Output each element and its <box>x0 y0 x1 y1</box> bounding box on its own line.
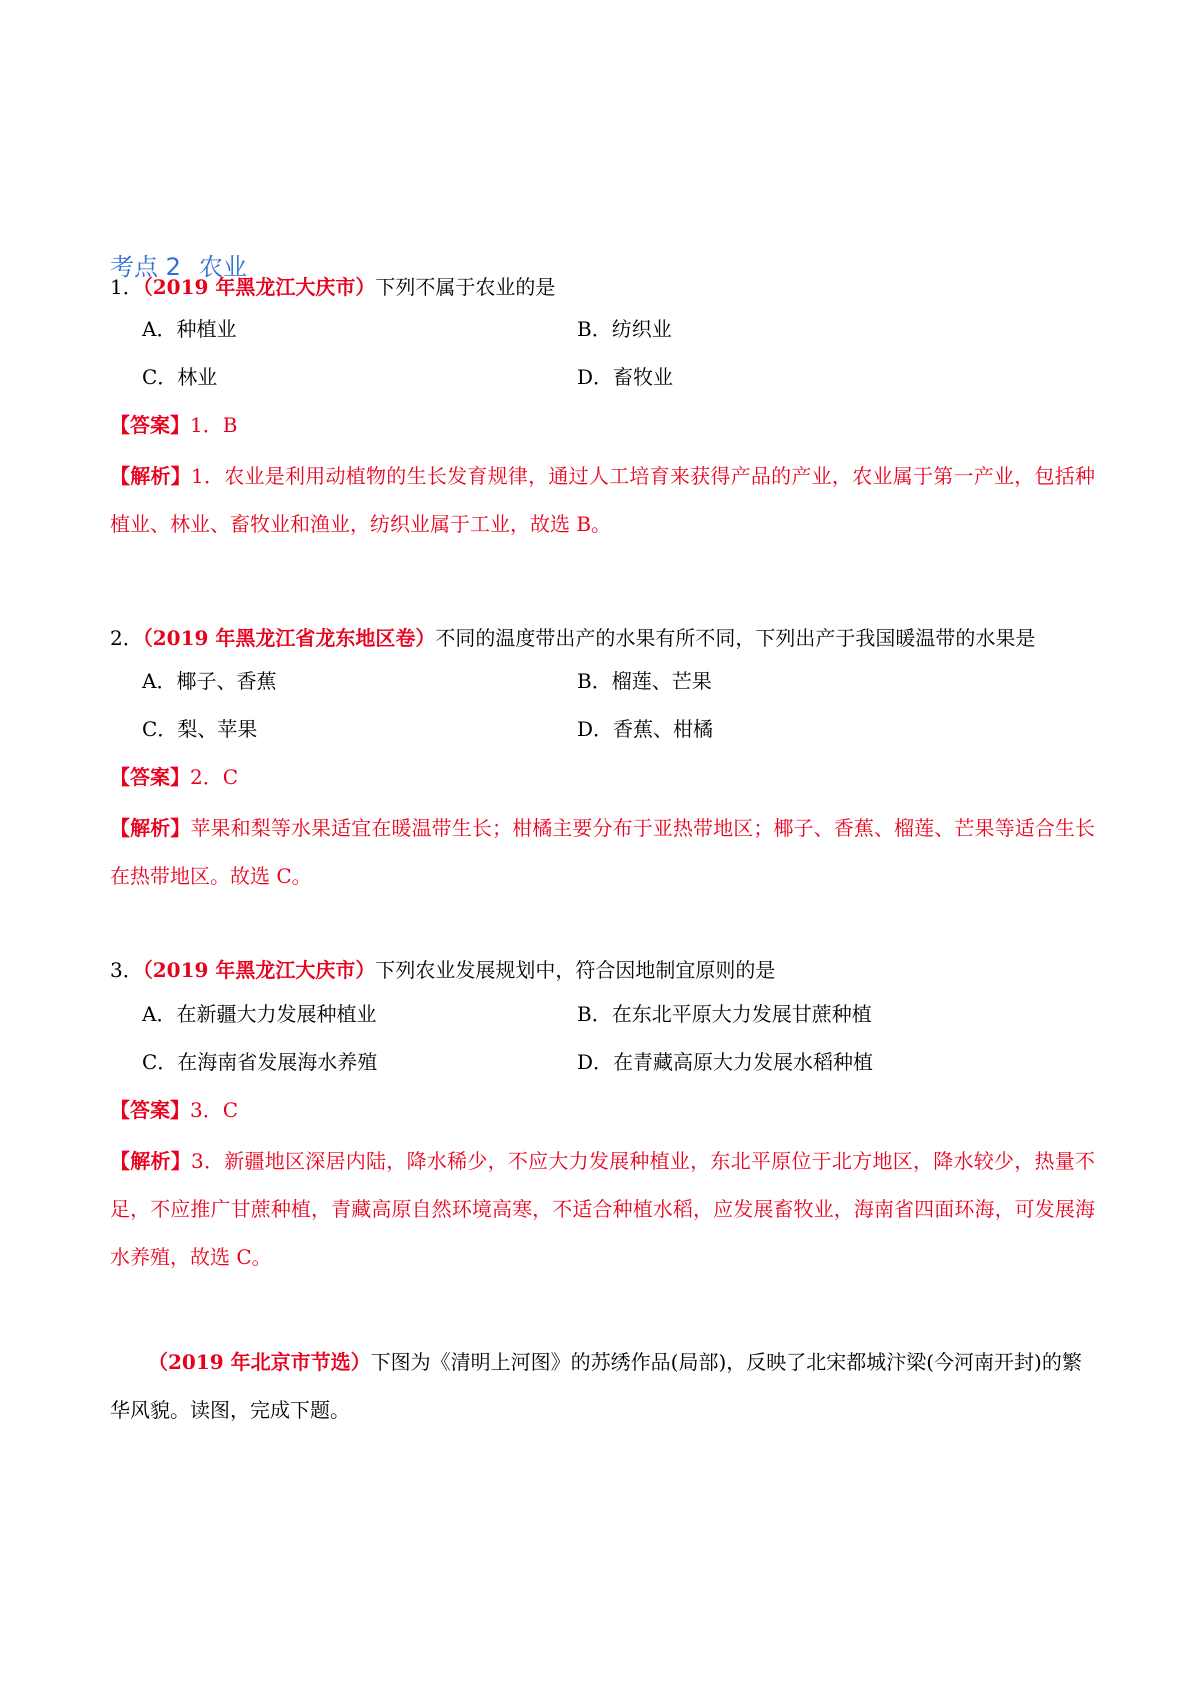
answer-line <box>110 1096 238 1124</box>
section-title: 农业 <box>198 253 247 281</box>
answer-line <box>110 411 237 439</box>
option-a: A．在新疆大力发展种植业 <box>142 1002 377 1026</box>
question-number: 3． <box>110 958 143 982</box>
explanation-tag: 【解析】 <box>110 464 192 488</box>
explanation-text: 3．新疆地区深居内陆，降水稀少，不应大力发展种植业，东北平原位于北方地区，降水较少，热量不足，不应推广甘蔗种植，青藏高原自然环境高寒，不适合种植水稻，应发展畜牧业，海南省四面环海，可发展海水养殖，故选 C。 <box>110 1149 1095 1269</box>
option-d: D．畜牧业 <box>577 365 674 389</box>
answer-text: 2．C <box>190 765 239 789</box>
reading-passage <box>110 1338 1095 1434</box>
option-b: B．在东北平原大力发展甘蔗种植 <box>577 1002 872 1026</box>
answer-tag: 【答案】 <box>110 413 190 437</box>
option-b: B．纺织业 <box>577 317 672 341</box>
explanation <box>110 804 1095 900</box>
explanation-text: 1．农业是利用动植物的生长发育规律，通过人工培育来获得产品的产业，农业属于第一产业，包括种植业、林业、畜牧业和渔业，纺织业属于工业，故选 B。 <box>110 464 1095 536</box>
explanation-tag: 【解析】 <box>110 1149 192 1173</box>
question-2-stem <box>110 624 1035 652</box>
option-c: C．林业 <box>142 365 218 389</box>
option-c: C．梨、苹果 <box>142 717 258 741</box>
explanation <box>110 1137 1095 1281</box>
question-3-stem <box>110 956 775 984</box>
option-a: A．种植业 <box>142 317 237 341</box>
question-1-stem <box>110 273 555 301</box>
explanation-tag: 【解析】 <box>110 816 191 840</box>
question-text: 不同的温度带出产的水果有所不同，下列出产于我国暖温带的水果是 <box>435 626 1036 650</box>
option-d: D．香蕉、柑橘 <box>577 717 714 741</box>
question-text: 下列农业发展规划中，符合因地制宜原则的是 <box>375 958 776 982</box>
question-source: （2019 年黑龙江省龙东地区卷） <box>142 626 436 650</box>
explanation-text: 苹果和梨等水果适宜在暖温带生长；柑橘主要分布于亚热带地区；椰子、香蕉、榴莲、芒果等适合生长在热带地区。故选 C。 <box>110 816 1096 888</box>
question-number: 1． <box>110 275 143 299</box>
passage-source: （2019 年北京市节选） <box>148 1350 371 1374</box>
passage-text: 下图为《清明上河图》的苏绣作品(局部)，反映了北宋都城汴梁(今河南开封)的繁华风貌。读图，完成下题。 <box>110 1350 1082 1422</box>
question-source: （2019 年黑龙江大庆市） <box>142 275 376 299</box>
option-c: C．在海南省发展海水养殖 <box>142 1050 378 1074</box>
question-source: （2019 年黑龙江大庆市） <box>142 958 376 982</box>
answer-text: 1．B <box>190 413 238 437</box>
question-text: 下列不属于农业的是 <box>375 275 556 299</box>
answer-line <box>110 763 238 791</box>
option-a: A．椰子、香蕉 <box>142 669 277 693</box>
question-number: 2． <box>110 626 143 650</box>
answer-tag: 【答案】 <box>110 765 190 789</box>
answer-tag: 【答案】 <box>110 1098 190 1122</box>
option-b: B．榴莲、芒果 <box>577 669 712 693</box>
option-d: D．在青藏高原大力发展水稻种植 <box>577 1050 874 1074</box>
answer-text: 3．C <box>190 1098 239 1122</box>
section-label: 考点 2 <box>110 253 181 281</box>
explanation <box>110 452 1095 548</box>
